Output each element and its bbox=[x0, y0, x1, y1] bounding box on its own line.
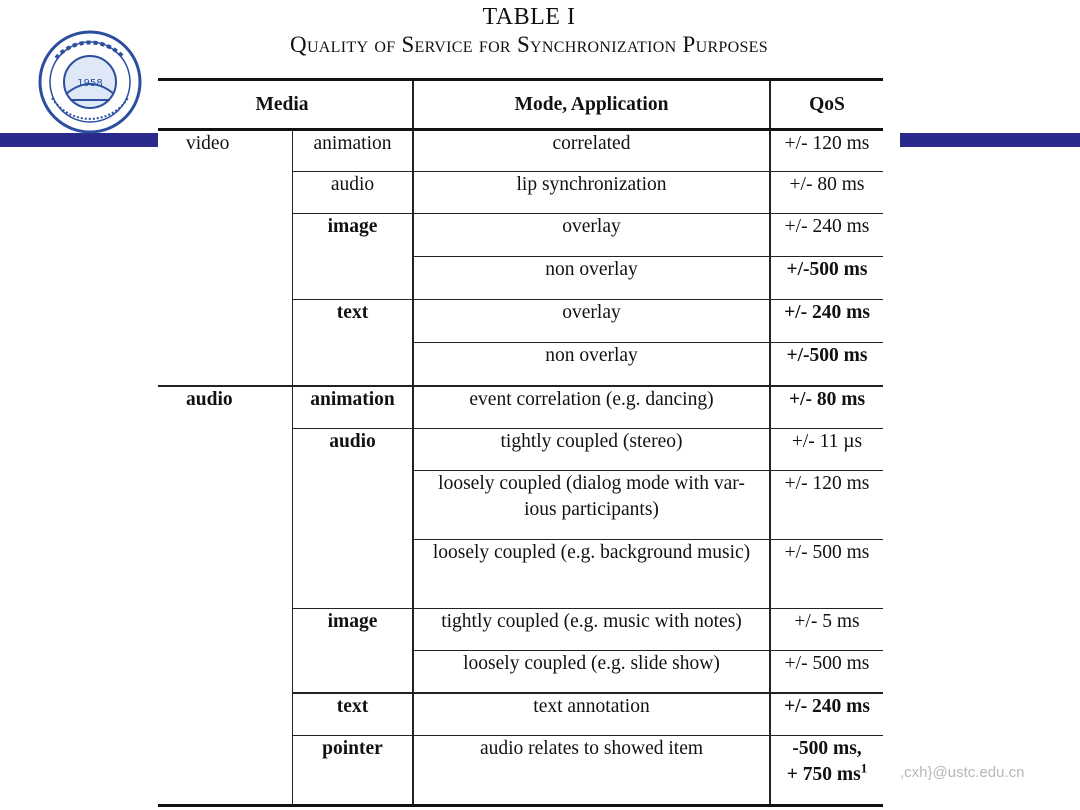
mode-cell: tightly coupled (stereo) bbox=[413, 429, 770, 471]
qos-cell: +/- 80 ms bbox=[770, 386, 883, 429]
sub-cell: image bbox=[293, 609, 414, 693]
logo-year: 1958 bbox=[77, 78, 103, 89]
sub-cell: animation bbox=[293, 386, 414, 429]
university-logo bbox=[36, 28, 144, 136]
sub-cell: pointer bbox=[293, 736, 414, 806]
header-media: Media bbox=[255, 93, 309, 115]
sub-cell: audio bbox=[293, 429, 414, 609]
media-cell-video: video bbox=[186, 133, 230, 154]
table-caption: Quality of Service for Synchronization Purposes bbox=[290, 32, 768, 57]
qos-cell: +/- 11 µs bbox=[770, 429, 883, 471]
footnote-marker: 1 bbox=[860, 760, 868, 776]
mode-cell: text annotation bbox=[413, 693, 770, 736]
qos-cell: +/- 500 ms bbox=[770, 651, 883, 693]
sub-cell: image bbox=[293, 214, 414, 300]
accent-bar-right bbox=[900, 133, 1080, 147]
qos-cell: +/- 500 ms bbox=[770, 540, 883, 609]
mode-cell: loosely coupled (e.g. background music) bbox=[413, 540, 770, 609]
qos-table bbox=[158, 78, 883, 807]
qos-cell: +/- 80 ms bbox=[770, 172, 883, 214]
mode-cell: non overlay bbox=[413, 257, 770, 300]
media-cell-audio: audio bbox=[186, 388, 233, 410]
mode-cell: non overlay bbox=[413, 343, 770, 386]
table-number: TABLE I bbox=[482, 4, 576, 30]
header-mode: Mode, Application bbox=[413, 80, 770, 130]
qos-cell: +/- 120 ms bbox=[770, 471, 883, 540]
mode-cell: event correlation (e.g. dancing) bbox=[413, 386, 770, 429]
mode-cell: loosely coupled (e.g. slide show) bbox=[413, 651, 770, 693]
table-header-row bbox=[158, 80, 883, 130]
table-row bbox=[158, 130, 883, 172]
qos-cell: +/-500 ms bbox=[770, 343, 883, 386]
header-qos: QoS bbox=[770, 80, 883, 130]
qos-cell: +/- 240 ms bbox=[770, 300, 883, 343]
qos-cell: +/- 240 ms bbox=[770, 214, 883, 257]
qos-cell-pointer bbox=[770, 736, 883, 806]
mode-cell: loosely coupled (dialog mode with var- ious participants) bbox=[413, 471, 770, 540]
sub-cell: text bbox=[293, 693, 414, 736]
sub-cell: audio bbox=[293, 172, 414, 214]
qos-cell: +/-500 ms bbox=[770, 257, 883, 300]
qos-cell: +/- 120 ms bbox=[770, 130, 883, 172]
mode-cell: correlated bbox=[413, 130, 770, 172]
sub-cell: animation bbox=[293, 130, 414, 172]
table-row bbox=[158, 386, 883, 429]
qos-cell: +/- 5 ms bbox=[770, 609, 883, 651]
footer-email: ,cxh}@ustc.edu.cn bbox=[900, 764, 1025, 781]
qos-cell: +/- 240 ms bbox=[770, 693, 883, 736]
mode-cell: tightly coupled (e.g. music with notes) bbox=[413, 609, 770, 651]
sub-cell: text bbox=[293, 300, 414, 386]
mode-cell: overlay bbox=[413, 214, 770, 257]
qos-value-line1: -500 ms, bbox=[792, 738, 862, 759]
mode-cell: lip synchronization bbox=[413, 172, 770, 214]
mode-cell: overlay bbox=[413, 300, 770, 343]
qos-value-line2: + 750 ms bbox=[786, 764, 861, 785]
mode-cell: audio relates to showed item bbox=[413, 736, 770, 806]
